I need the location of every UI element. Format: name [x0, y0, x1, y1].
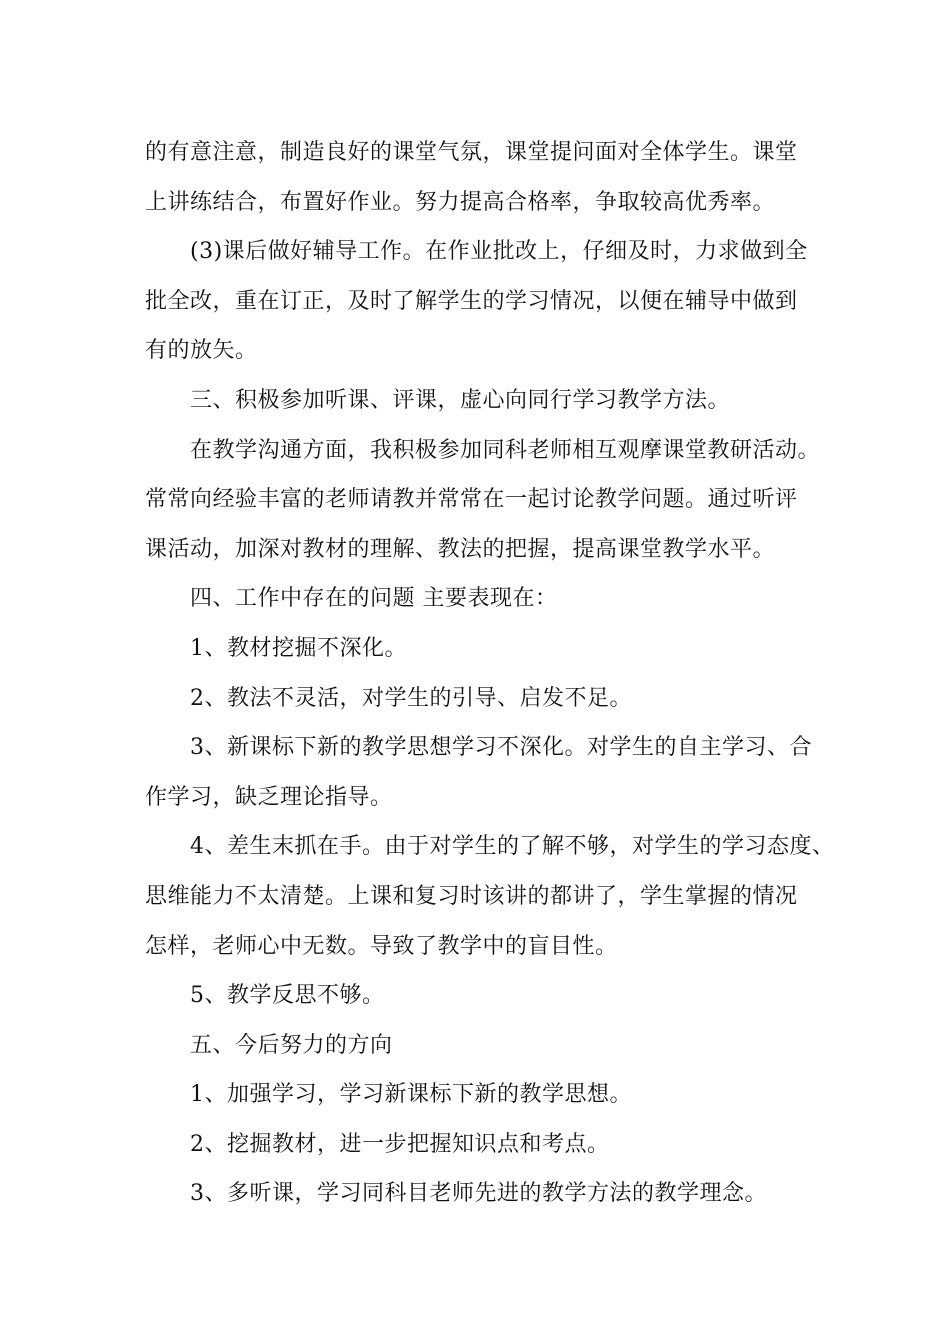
text-line: 有的放矢。	[145, 338, 258, 364]
document-body	[145, 128, 835, 1219]
text-line: (3)课后做好辅导工作。在作业批改上，仔细及时，力求做到全	[190, 239, 808, 265]
text-line: 批全改，重在订正，及时了解学生的学习情况，以便在辅导中做到	[145, 288, 798, 314]
text-line: 怎样，老师心中无数。导致了教学中的盲目性。	[145, 933, 618, 959]
list-item: 2、教法不灵活，对学生的引导、启发不足。	[190, 685, 632, 711]
section-heading: 三、积极参加听课、评课，虚心向同行学习教学方法。	[190, 387, 731, 413]
text-line: 作学习，缺乏理论指导。	[145, 784, 393, 810]
list-item: 2、挖掘教材，进一步把握知识点和考点。	[190, 1131, 610, 1157]
list-item: 5、教学反思不够。	[190, 983, 385, 1009]
text-line: 常常向经验丰富的老师请教并常常在一起讨论教学问题。通过听评	[145, 487, 798, 513]
text-line: 上讲练结合，布置好作业。努力提高合格率，争取较高优秀率。	[145, 189, 776, 215]
list-item: 1、加强学习，学习新课标下新的教学思想。	[190, 1082, 632, 1108]
list-item: 1、教材挖掘不深化。	[190, 635, 407, 661]
list-item: 3、新课标下新的教学思想学习不深化。对学生的自主学习、合	[190, 735, 812, 761]
text-line: 思维能力不太清楚。上课和复习时该讲的都讲了，学生掌握的情况	[145, 883, 798, 909]
section-heading: 五、今后努力的方向	[190, 1032, 393, 1058]
text-line: 在教学沟通方面，我积极参加同科老师相互观摩课堂教研活动。	[190, 437, 821, 463]
section-heading: 四、工作中存在的问题 主要表现在：	[190, 586, 558, 612]
list-item: 3、多听课，学习同科目老师先进的教学方法的教学理念。	[190, 1181, 767, 1207]
list-item: 4、差生末抓在手。由于对学生的了解不够，对学生的学习态度、	[190, 834, 835, 860]
text-line: 的有意注意，制造良好的课堂气氛，课堂提问面对全体学生。课堂	[145, 140, 798, 165]
text-line: 课活动，加深对教材的理解、教法的把握，提高课堂教学水平。	[145, 536, 776, 562]
